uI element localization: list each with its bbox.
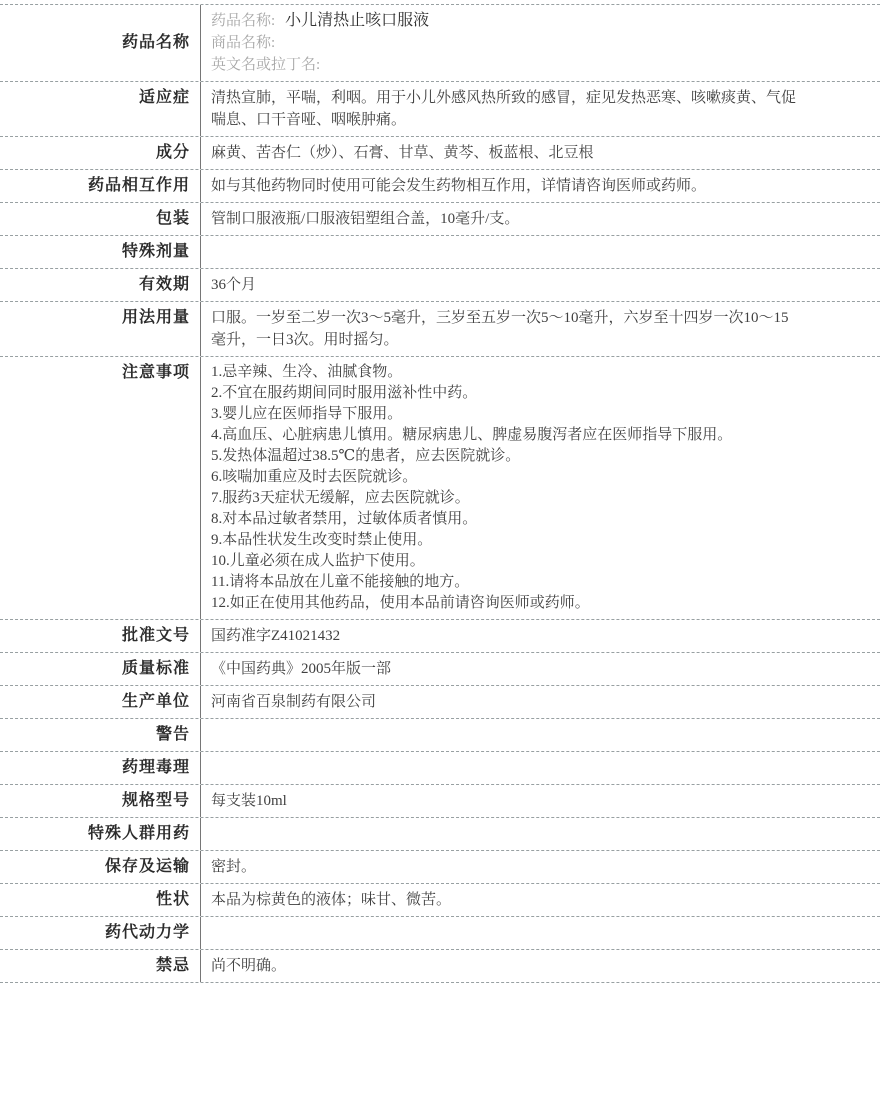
row-value [201, 357, 880, 619]
name-field-line [211, 10, 870, 32]
row-label [0, 917, 201, 949]
row-value-text: 麻黄、苦杏仁（炒）、石膏、甘草、黄芩、板蓝根、北豆根 [211, 145, 594, 161]
name-field-key: 英文名或拉丁名: [211, 57, 321, 73]
row-label [0, 653, 201, 685]
precaution-item: 9.本品性状发生改变时禁止使用。 [211, 532, 433, 548]
precaution-item: 8.对本品过敏者禁用，过敏体质者慎用。 [211, 511, 478, 527]
row-label [0, 686, 201, 718]
row-value-text: 36个月 [211, 277, 257, 293]
row-label-text: 特殊剂量 [121, 243, 190, 260]
precaution-item: 5.发热体温超过38.5℃的患者，应去医院就诊。 [211, 448, 521, 464]
row-label [0, 82, 201, 136]
row-label [0, 203, 201, 235]
table-row-warning [0, 719, 880, 752]
precaution-item: 12.如正在使用其他药品，使用本品前请咨询医师或药师。 [211, 595, 590, 611]
row-label-text: 药代动力学 [104, 924, 190, 941]
name-field-value: 小儿清热止咳口服液 [285, 12, 430, 29]
row-label-text: 特殊人群用药 [87, 825, 190, 842]
row-value [201, 170, 880, 202]
name-field-line [211, 32, 870, 54]
row-value-text: 如与其他药物同时使用可能会发生药物相互作用，详情请咨询医师或药师。 [211, 178, 707, 194]
row-label-text: 注意事项 [121, 364, 190, 381]
row-label [0, 620, 201, 652]
row-label [0, 170, 201, 202]
row-label [0, 137, 201, 169]
row-value [201, 752, 880, 784]
row-value [201, 785, 880, 817]
table-row-pharmacology-toxicology [0, 752, 880, 785]
table-row-shelf-life [0, 269, 880, 302]
row-label [0, 884, 201, 916]
row-value [201, 653, 880, 685]
precaution-item: 11.请将本品放在儿童不能接触的地方。 [211, 574, 470, 590]
row-label [0, 302, 201, 356]
row-label [0, 851, 201, 883]
row-label-text: 质量标准 [121, 660, 190, 677]
row-label-text: 用法用量 [121, 309, 190, 326]
table-row-drug-interactions [0, 170, 880, 203]
precaution-item: 10.儿童必须在成人监护下使用。 [211, 553, 425, 569]
row-label-text: 有效期 [138, 276, 190, 293]
row-label-text: 性状 [155, 891, 190, 908]
row-label-text: 生产单位 [121, 693, 190, 710]
row-value [201, 818, 880, 850]
precaution-item: 6.咳喘加重应及时去医院就诊。 [211, 469, 418, 485]
row-value [201, 686, 880, 718]
row-label [0, 719, 201, 751]
row-value [201, 719, 880, 751]
row-label [0, 236, 201, 268]
table-row-contraindications [0, 950, 880, 983]
table-row-ingredients [0, 137, 880, 170]
row-label-text: 药理毒理 [121, 759, 190, 776]
table-row-special-populations [0, 818, 880, 851]
row-label-text: 警告 [155, 726, 190, 743]
name-field-key: 药品名称: [211, 13, 276, 29]
table-row-usage-dosage [0, 302, 880, 357]
precaution-item: 3.婴儿应在医师指导下服用。 [211, 406, 403, 422]
row-value-text: 每支装10ml [211, 793, 287, 809]
row-label-text: 药品相互作用 [87, 177, 190, 194]
row-label-text: 药品名称 [121, 34, 190, 51]
table-row-drug-name [0, 5, 880, 82]
row-label-text: 成分 [155, 144, 190, 161]
precaution-item: 7.服药3天症状无缓解，应去医院就诊。 [211, 490, 470, 506]
row-label [0, 818, 201, 850]
name-field-line [211, 54, 870, 76]
row-label [0, 785, 201, 817]
row-label [0, 269, 201, 301]
row-value [201, 203, 880, 235]
table-row-specification [0, 785, 880, 818]
table-row-special-dosage [0, 236, 880, 269]
row-value [201, 851, 880, 883]
row-value [201, 82, 880, 136]
drug-info-table [0, 4, 880, 983]
row-label-text: 规格型号 [121, 792, 190, 809]
row-value-text: 《中国药典》2005年版一部 [211, 661, 392, 677]
row-value [201, 884, 880, 916]
row-value [201, 269, 880, 301]
precaution-item: 1.忌辛辣、生冷、油腻食物。 [211, 364, 403, 380]
table-row-indications [0, 82, 880, 137]
row-value [201, 137, 880, 169]
row-value-text: 国药准字Z41021432 [211, 628, 341, 644]
row-label [0, 357, 201, 619]
row-value [201, 950, 880, 982]
row-label-text: 适应症 [138, 89, 190, 106]
row-value [201, 236, 880, 268]
row-label-text: 禁忌 [155, 957, 190, 974]
table-row-manufacturer [0, 686, 880, 719]
table-row-precautions [0, 357, 880, 620]
name-field-key: 商品名称: [211, 35, 276, 51]
row-value-text: 管制口服液瓶/口服液铝塑组合盖，10毫升/支。 [211, 211, 520, 227]
row-value [201, 302, 880, 356]
row-value-text: 河南省百泉制药有限公司 [211, 694, 377, 710]
precaution-item: 4.高血压、心脏病患儿慎用。糖尿病患儿、脾虚易腹泻者应在医师指导下服用。 [211, 427, 733, 443]
row-label [0, 5, 201, 81]
row-value-text: 口服。一岁至二岁一次3～5毫升，三岁至五岁一次5～10毫升，六岁至十四岁一次10～15毫升，一日3次。用时摇匀。 [211, 310, 789, 348]
row-label-text: 包装 [155, 210, 190, 227]
table-row-approval-number [0, 620, 880, 653]
row-label-text: 保存及运输 [104, 858, 190, 875]
row-label [0, 752, 201, 784]
table-row-pharmacokinetics [0, 917, 880, 950]
row-value-text: 清热宣肺，平喘，利咽。用于小儿外感风热所致的感冒，症见发热恶寒、咳嗽痰黄、气促喘息、口干音哑、咽喉肿痛。 [211, 90, 797, 128]
precaution-item: 2.不宜在服药期间同时服用滋补性中药。 [211, 385, 478, 401]
row-value-text: 本品为棕黄色的液体；味甘、微苦。 [211, 892, 452, 908]
row-value [201, 917, 880, 949]
table-row-description [0, 884, 880, 917]
row-value-text: 尚不明确。 [211, 958, 287, 974]
row-value [201, 620, 880, 652]
row-value [201, 5, 880, 81]
table-row-packaging [0, 203, 880, 236]
row-label-text: 批准文号 [121, 627, 190, 644]
row-label [0, 950, 201, 982]
table-row-quality-standard [0, 653, 880, 686]
row-value-text: 密封。 [211, 859, 257, 875]
table-row-storage-transport [0, 851, 880, 884]
